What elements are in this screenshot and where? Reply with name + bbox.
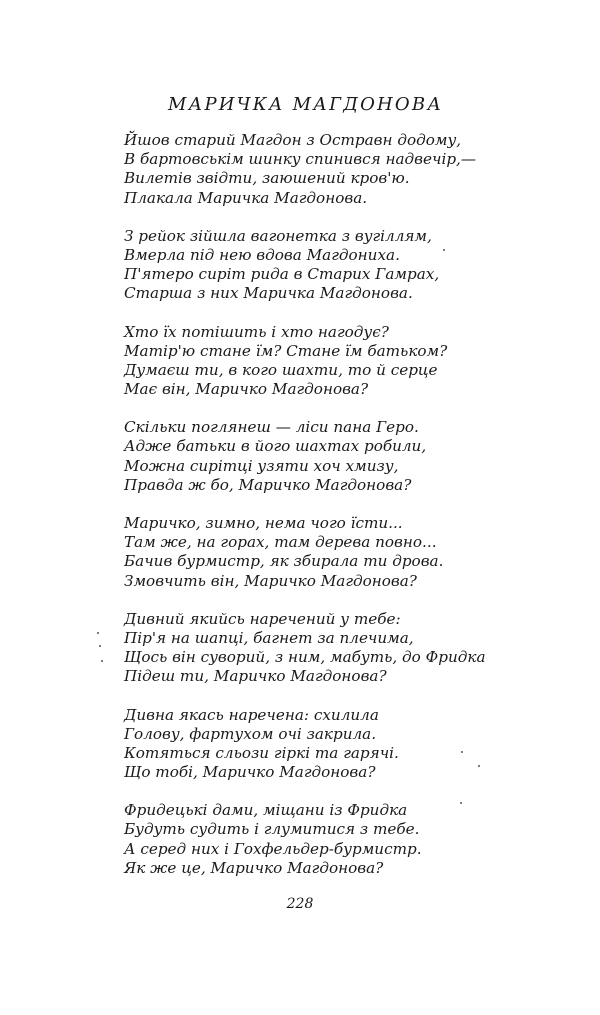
poem-line: Котяться сльози гіркі та гарячі.: [124, 743, 399, 762]
scan-speck: [443, 249, 445, 251]
poem-line: Там же, на горах, там дерева повно...: [124, 533, 437, 552]
stanza-1: [124, 131, 486, 208]
poem-line: Адже батьки в його шахтах робили,: [124, 437, 427, 456]
scan-speck: [101, 660, 103, 662]
poem-line: Вилетів звідти, заюшений кров'ю.: [124, 169, 410, 188]
poem-line: Матір'ю стане їм? Стане їм батьком?: [124, 341, 448, 360]
poem-line: Дивний якийсь наречений у тебе:: [124, 609, 401, 628]
poem-title: МАРИЧКА МАГДОНОВА: [168, 94, 444, 115]
poem-line: Старша з них Маричка Магдонова.: [124, 284, 413, 303]
poem-line: Думаєш ти, в кого шахти, то й серце: [124, 360, 438, 379]
poem-line: Маричко, зимно, нема чого їсти...: [124, 514, 403, 532]
stanza-2: [124, 227, 486, 304]
stanza-8: [124, 801, 486, 878]
scan-speck: [97, 632, 99, 634]
poem-line: Вмерла під нею вдова Магдониха.: [124, 245, 400, 264]
poem-line: В бартовськім шинку спинився надвечір,—: [124, 150, 477, 169]
poem-line: Підеш ти, Маричко Магдонова?: [124, 667, 387, 686]
poem-line: Правда ж бо, Маричко Магдонова?: [124, 475, 412, 494]
poem-line: Можна сирітці узяти хоч хмизу,: [124, 456, 399, 475]
poem-line: Має він, Маричко Магдонова?: [124, 380, 369, 399]
poem-line: Хто їх потішить і хто нагодує?: [124, 322, 389, 341]
poem-line: Бачив бурмистр, як збирала ти дрова.: [124, 552, 444, 571]
poem-line: Йшов старий Магдон з Остравн додому,: [124, 131, 462, 149]
stanza-5: [124, 514, 486, 591]
poem-line: Скільки поглянеш — ліси пана Геро.: [124, 418, 419, 437]
poem-line: Що тобі, Маричко Магдонова?: [124, 763, 376, 782]
stanza-7: [124, 706, 486, 783]
poem-line: Змовчить він, Маричко Магдонова?: [124, 571, 417, 590]
scan-speck: [99, 645, 101, 647]
poem-line: А серед них і Гохфельдер-бурмистр.: [124, 839, 422, 858]
poem-line: Голову, фартухом очі закрила.: [124, 724, 377, 743]
poem-line: Пір'я на шапці, багнет за плечима,: [124, 628, 414, 647]
poem-line: Як же це, Маричко Магдонова?: [124, 858, 384, 877]
poem-line: Фридецькі дами, міщани із Фридка: [124, 801, 408, 820]
stanza-6: [124, 610, 486, 687]
stanza-4: [124, 418, 486, 495]
stanza-3: [124, 323, 486, 400]
poem-line: Щось він суворий, з ним, мабуть, до Фридка: [124, 648, 486, 667]
poem-line: З рейок зійшла вагонетка з вугіллям,: [124, 226, 432, 245]
poem-body: [124, 131, 486, 897]
poem-line: Дивна якась наречена: схилила: [124, 705, 379, 724]
poem-line: П'ятеро сиріт рида в Старих Гамрах,: [124, 265, 440, 284]
scan-speck: [478, 765, 480, 767]
scan-speck: [461, 751, 463, 753]
scan-speck: [460, 802, 462, 804]
poem-line: Плакала Маричка Магдонова.: [124, 188, 368, 207]
poem-line: Будуть судить і глумитися з тебе.: [124, 820, 420, 839]
page-number: 228: [286, 896, 314, 912]
